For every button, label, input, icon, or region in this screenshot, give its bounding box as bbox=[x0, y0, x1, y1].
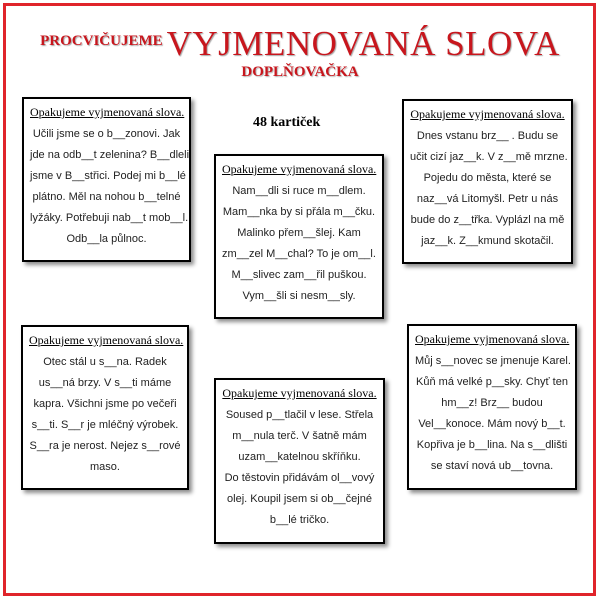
card-line: Učili jsme se o b__zonovi. Jak bbox=[32, 128, 181, 140]
card-line: Malinko přem__šlej. Kam bbox=[237, 227, 361, 239]
card-line: s__ti. S__r je mléčný výrobek. bbox=[31, 419, 179, 431]
card-line: Mam__nka by si přála m__čku. bbox=[222, 206, 376, 218]
card-line: Vel__konoce. Mám nový b__t. bbox=[418, 418, 566, 430]
card-line: Odb__la půlnoc. bbox=[66, 233, 147, 245]
title-prefix: PROCVIČUJEME bbox=[40, 33, 163, 49]
card-1 bbox=[22, 97, 191, 262]
card-heading: Opakujeme vyjmenovaná slova. bbox=[30, 105, 185, 119]
card-3 bbox=[402, 99, 573, 264]
card-6 bbox=[407, 324, 577, 490]
card-line: m__nula terč. V šatně mám bbox=[232, 430, 367, 442]
subtitle: DOPLŇOVAČKA bbox=[241, 64, 359, 80]
card-2 bbox=[214, 154, 384, 319]
card-line: jaz__k. Z__kmund skotačil. bbox=[421, 235, 554, 247]
card-line: naz__vá Litomyšl. Petr u nás bbox=[416, 193, 559, 205]
card-line: uzam__katelnou skříňku. bbox=[238, 451, 361, 463]
card-heading: Opakujeme vyjmenovaná slova. bbox=[415, 332, 570, 346]
card-line: maso. bbox=[90, 461, 120, 473]
card-line: zm__zel M__chal? To je om__l. bbox=[222, 248, 376, 260]
card-line: Pojedu do města, které se bbox=[423, 172, 552, 184]
card-line: b__lé tričko. bbox=[269, 514, 330, 526]
card-line: plátno. Měl na nohou b__telné bbox=[32, 191, 181, 203]
card-line: jsme v B__střici. Podej mi b__lé bbox=[30, 170, 186, 182]
card-count: 48 kartiček bbox=[253, 115, 321, 130]
card-line: hm__z! Brz__ budou bbox=[441, 397, 543, 409]
card-line: Otec stál u s__na. Radek bbox=[43, 356, 167, 368]
card-line: Kůň má velké p__sky. Chyť ten bbox=[416, 376, 568, 388]
card-line: lyžáky. Potřebuji nab__t mob__l. bbox=[30, 212, 189, 224]
card-line: se staví nová ub__tovna. bbox=[430, 460, 554, 472]
card-line: Vym__šli si nesm__sly. bbox=[242, 290, 356, 302]
card-line: učit cizí jaz__k. V z__mě mrzne. bbox=[410, 151, 568, 163]
card-4 bbox=[21, 325, 189, 490]
card-line: us__ná brzy. V s__ti máme bbox=[38, 377, 172, 389]
card-line: kapra. Všichni jsme po večeři bbox=[33, 398, 177, 410]
card-line: jde na odb__t zelenina? B__dleli bbox=[30, 149, 190, 161]
card-line: S__ra je nerost. Nejez s__rové bbox=[29, 440, 181, 452]
title bbox=[0, 24, 600, 64]
card-line: Nam__dli si ruce m__dlem. bbox=[232, 185, 366, 197]
card-line: Můj s__novec se jmenuje Karel. bbox=[415, 355, 571, 367]
card-heading: Opakujeme vyjmenovaná slova. bbox=[410, 107, 565, 121]
card-line: Soused p__tlačil v lese. Střela bbox=[225, 409, 374, 421]
card-heading: Opakujeme vyjmenovaná slova. bbox=[29, 333, 184, 347]
card-line: Kopřiva je b__lina. Na s__dlišti bbox=[416, 439, 568, 451]
card-line: M__slivec zam__řil puškou. bbox=[231, 269, 367, 281]
card-line: Dnes vstanu brz__ . Budu se bbox=[416, 130, 559, 142]
card-heading: Opakujeme vyjmenovaná slova. bbox=[222, 386, 377, 400]
card-line: bude do z__třka. Vyplázl na mě bbox=[410, 214, 565, 226]
card-line: olej. Koupil jsem si ob__čejné bbox=[227, 493, 372, 505]
card-heading: Opakujeme vyjmenovaná slova. bbox=[222, 162, 377, 176]
card-5 bbox=[214, 378, 385, 544]
title-main: VYJMENOVANÁ SLOVA bbox=[166, 24, 560, 63]
card-line: Do těstovin přidávám ol__vový bbox=[224, 472, 375, 484]
